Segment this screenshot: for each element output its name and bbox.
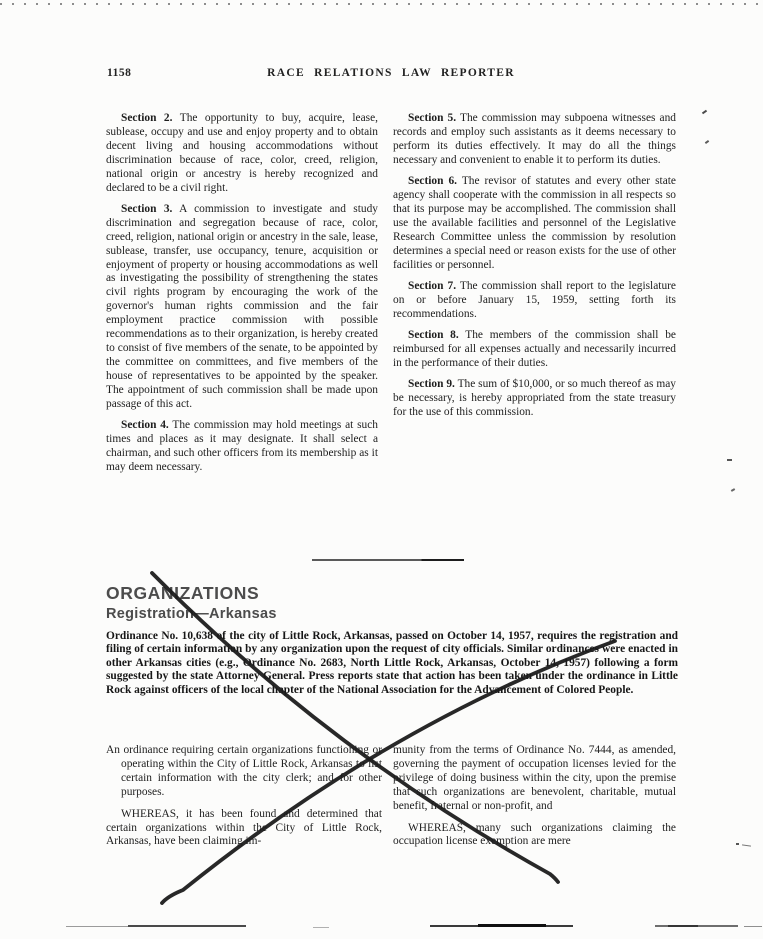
section-4-paragraph — [106, 419, 378, 475]
section-2-text: The opportunity to buy, acquire, lease, sublease, occupy and use and enjoy property and to obtain decent living and housing accommodations without discrimination because of race, color, creed, religion, national origin or ancestry is hereby recognized and declared to be a civil right. — [106, 112, 378, 194]
section-9-label: Section 9. — [408, 378, 455, 391]
section-6-paragraph — [393, 175, 676, 272]
ordinance-caption: An ordinance requiring certain organizations functioning or operating within the City of Little Rock, Arkansas to list certain information with the city clerk; and for other purposes. — [106, 744, 382, 798]
scan-line-segment — [478, 924, 546, 927]
section-5-paragraph — [393, 112, 676, 168]
scan-line-segment — [668, 925, 698, 927]
section-7-text: The commission shall report to the legislature on or before January 15, 1959, setting forth its recommendations. — [393, 279, 676, 320]
scan-artifact — [731, 488, 735, 492]
section-8-paragraph — [393, 329, 676, 371]
section-2-paragraph — [106, 112, 378, 195]
section-6-text: The revisor of statutes and every other state agency shall cooperate with the commission in all respects so that its purpose may be accomplished. The commission shall use the available facilities and personnel of the Legislative Research Committee unless the commission by resolution determines a special need or reason exists for the use of other facilities or personnel. — [393, 175, 676, 271]
scan-artifact — [736, 843, 739, 845]
article-subtitle: Registration—Arkansas — [106, 606, 277, 622]
scan-line-segment — [128, 925, 246, 927]
scan-artifact — [705, 140, 709, 144]
top-edge-dotted-line — [0, 3, 763, 5]
section-3-text: A commission to investigate and study discrimination and segregation because of race, color, creed, religion, national origin or ancestry in the sale, lease, sublease, transfer, use occupancy, tenure, acquisition or enjoyment of property or housing accommodations as well as investigating the possibility of strengthening the states civil rights program by encouraging the work of the governor's human rights commission and the fair employment practice commission with possible recommendations as to their organization, is hereby created to consist of five members of the senate, to be appointed by the committee on committees, and five members of the house of representatives to be appointed by the speaker. The appointment of such commission shall be made upon passage of this act. — [106, 202, 378, 410]
section-8-text: The members of the commission shall be reimbursed for all expenses actually and necessarily incurred in the performance of their duties. — [393, 329, 676, 369]
section-3-label: Section 3. — [121, 202, 173, 215]
whereas-clause-1: WHEREAS, it has been found and determined that certain organizations within the City of Little Rock, Arkansas, have been claiming im- — [106, 807, 382, 848]
section-5-text: The commission may subpoena witnesses and records and employ such assistants as it deems necessary to perform its duties effectively. It may do all the things necessary and convenient to enable it to perform its duties. — [393, 112, 676, 166]
section-9-paragraph — [393, 378, 676, 420]
section-5-label: Section 5. — [408, 112, 457, 124]
section-3-paragraph — [106, 203, 378, 412]
act-column-right — [393, 112, 676, 428]
section-7-paragraph — [393, 280, 676, 322]
ordinance-column-right — [393, 744, 676, 849]
scan-line-segment — [313, 927, 329, 928]
section-7-label: Section 7. — [408, 279, 457, 292]
scan-artifact — [727, 459, 732, 461]
section-9-text: The sum of $10,000, or so much thereof as may be necessary, is hereby appropriated from the state treasury for the use of this commission. — [393, 378, 676, 419]
section-4-label: Section 4. — [121, 419, 169, 432]
category-heading: ORGANIZATIONS — [106, 583, 260, 603]
act-column-left — [106, 112, 378, 482]
section-6-label: Section 6. — [408, 175, 457, 188]
section-2-label: Section 2. — [121, 112, 173, 124]
article-abstract: Ordinance No. 10,638 of the city of Little Rock, Arkansas, passed on October 14, 1957, requires the registration and filing of certain information by any organization upon the request of city officials. Similar ordinances were enacted in other Arkansas cities (e.g., Ordinance No. 2683, North Little Rock, Arkansas, October 14, 1957) following a form suggested by the state Attorney General. Press reports state that action has been taken under the ordinance in Little Rock against officers of the local chapter of the National Association for the Advancement of Colored People. — [106, 630, 678, 696]
section-8-label: Section 8. — [408, 329, 459, 342]
ordinance-column-left — [106, 744, 382, 849]
section-4-text: The commission may hold meetings at such times and places as it may designate. It shall select a chairman, and such other officers from its membership as it may deem necessary. — [106, 419, 378, 473]
scan-line-segment — [66, 926, 128, 927]
scan-artifact — [702, 110, 707, 115]
running-head — [106, 67, 676, 83]
whereas-clause-1-continued: munity from the terms of Ordinance No. 7444, as amended, governing the payment of occupation licenses levied for the privilege of doing business within the city, upon the premise that such organizations are benevolent, charitable, mutual benefit, fraternal or non-profit, and — [393, 744, 676, 812]
scan-artifact — [742, 844, 751, 846]
article-heading — [106, 583, 526, 622]
page-number: 1158 — [107, 67, 132, 79]
journal-title: RACE RELATIONS LAW REPORTER — [267, 67, 515, 79]
whereas-clause-2: WHEREAS, many such organizations claiming the occupation license exemption are mere — [393, 821, 676, 848]
section-divider-rule — [312, 559, 464, 561]
scan-line-segment — [744, 926, 762, 927]
